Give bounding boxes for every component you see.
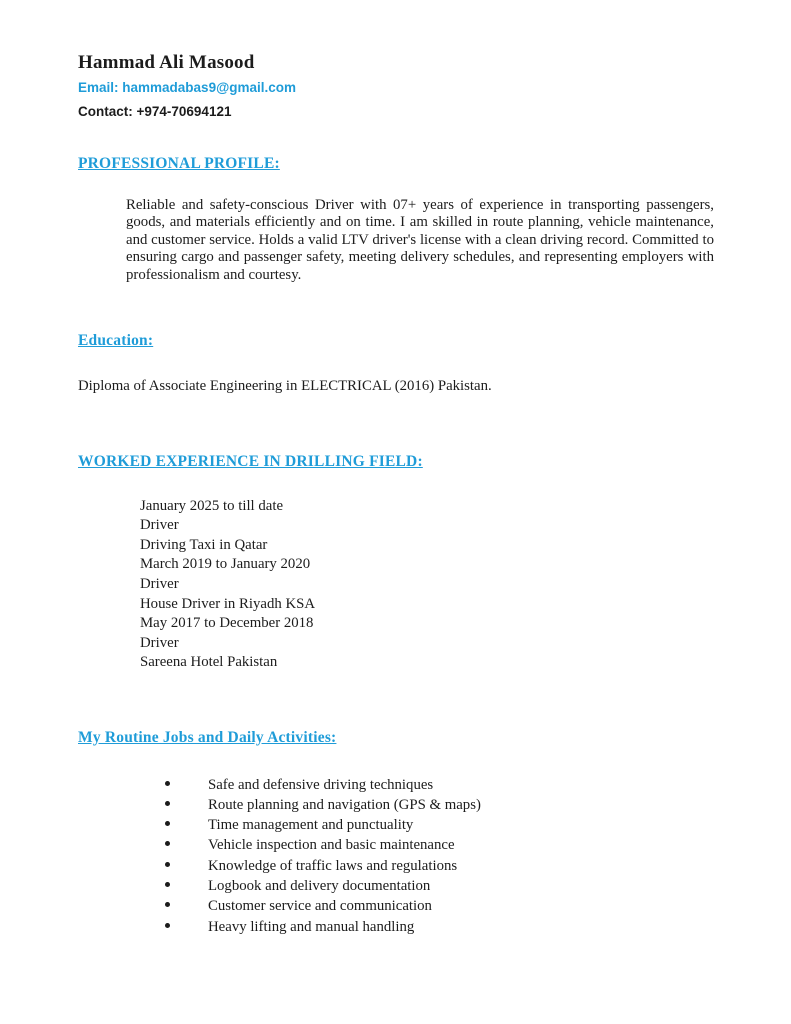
routine-item-label: Route planning and navigation (GPS & maps) bbox=[208, 796, 481, 813]
routine-list-item bbox=[165, 815, 713, 835]
experience-list bbox=[140, 497, 713, 673]
email-address-link[interactable]: hammadabas9@gmail.com bbox=[122, 80, 297, 95]
education-detail: Diploma of Associate Engineering in ELECTRICAL (2016) Pakistan. bbox=[78, 377, 492, 394]
routine-list-item bbox=[165, 856, 713, 876]
routine-item-label: Logbook and delivery documentation bbox=[208, 877, 431, 894]
experience-line: May 2017 to December 2018 bbox=[140, 615, 314, 632]
section-heading-worked-experience: WORKED EXPERIENCE IN DRILLING FIELD: bbox=[78, 452, 423, 470]
bullet-icon bbox=[165, 902, 170, 907]
routine-list-item bbox=[165, 896, 713, 916]
experience-line: Sareena Hotel Pakistan bbox=[140, 654, 278, 671]
routine-list-item bbox=[165, 795, 713, 815]
email-row bbox=[78, 80, 713, 95]
contact-line: Contact: +974-70694121 bbox=[78, 104, 232, 119]
candidate-name: Hammad Ali Masood bbox=[78, 52, 255, 73]
bullet-icon bbox=[165, 862, 170, 867]
section-heading-professional-profile: PROFESSIONAL PROFILE: bbox=[78, 155, 280, 172]
bullet-icon bbox=[165, 801, 170, 806]
experience-line: Driver bbox=[140, 576, 179, 592]
bullet-icon bbox=[165, 882, 170, 887]
experience-line: House Driver in Riyadh KSA bbox=[140, 595, 316, 612]
bullet-icon bbox=[165, 781, 170, 786]
experience-line: Driver bbox=[140, 634, 179, 651]
routine-item-label: Heavy lifting and manual handling bbox=[208, 918, 415, 935]
routine-list-item bbox=[165, 775, 713, 795]
routine-list-item bbox=[165, 835, 713, 855]
bullet-icon bbox=[165, 841, 170, 846]
routine-item-label: Customer service and communication bbox=[208, 898, 432, 915]
bullet-icon bbox=[165, 821, 170, 826]
experience-line: January 2025 to till date bbox=[140, 497, 284, 514]
routine-item-label: Knowledge of traffic laws and regulations bbox=[208, 857, 458, 874]
experience-line: Driver bbox=[140, 517, 179, 534]
routine-list-item bbox=[165, 876, 713, 896]
professional-profile-paragraph: Reliable and safety-conscious Driver with 07+ years of experience in transporting passengers, goods, and materials efficiently and on time. I am skilled in route planning, vehicle maintenance, and customer service. Holds a valid LTV driver's license with a clean driving record. Committed to ensuring cargo and passenger safety, meeting delivery schedules, and representing employers with professionalism and courtesy. bbox=[126, 197, 714, 283]
bullet-icon bbox=[165, 923, 170, 928]
routine-item-label: Safe and defensive driving techniques bbox=[208, 776, 434, 793]
routine-activities-list bbox=[165, 775, 713, 937]
section-heading-routine-jobs: My Routine Jobs and Daily Activities: bbox=[78, 728, 337, 746]
routine-list-item bbox=[165, 917, 713, 937]
routine-item-label: Vehicle inspection and basic maintenance bbox=[208, 837, 455, 854]
section-heading-education: Education: bbox=[78, 331, 154, 349]
experience-line: March 2019 to January 2020 bbox=[140, 556, 311, 573]
routine-item-label: Time management and punctuality bbox=[208, 817, 414, 834]
email-label: Email: bbox=[78, 80, 119, 95]
experience-line: Driving Taxi in Qatar bbox=[140, 536, 268, 553]
